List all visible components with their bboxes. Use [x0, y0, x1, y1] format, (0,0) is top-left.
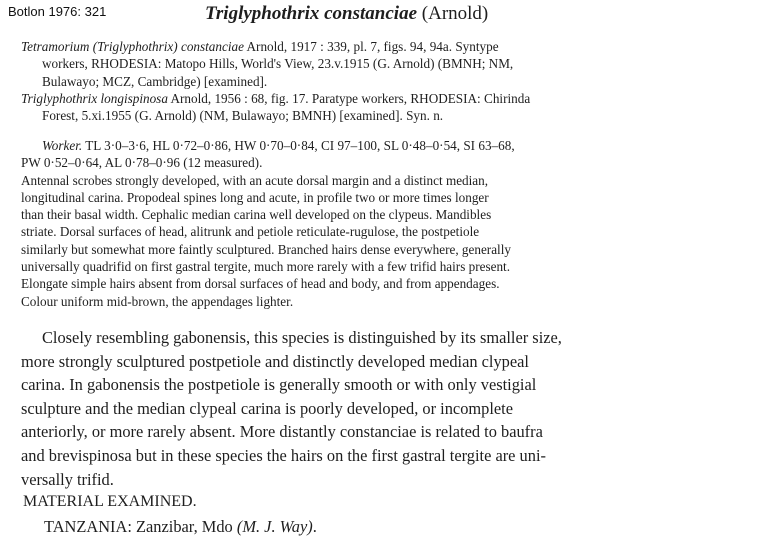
worker-text: TL 3·0–3·6, HL 0·72–0·86, HW 0·70–0·84, CI 97–100, SL 0·48–0·54, SI 63–68,: [82, 138, 515, 153]
synonym-name: Triglyphothrix longispinosa: [21, 91, 168, 106]
material-country: TANZANIA: [44, 517, 128, 536]
synonym-text: workers, RHODESIA: Matopo Hills, World's View, 23.v.1915 (G. Arnold) (BMNH; NM,: [42, 56, 514, 72]
synonym-text: Bulawayo; MCZ, Cambridge) [examined].: [42, 73, 268, 89]
worker-label: Worker.: [42, 138, 83, 153]
worker-text: Antennal scrobes strongly developed, with an acute dorsal margin and a distinct median,: [21, 172, 489, 188]
discussion-line: anteriorly, or more rarely absent. More distantly constanciae is related to baufra: [21, 422, 543, 442]
synonym-text: Arnold, 1956 : 68, fig. 17. Paratype workers, RHODESIA: Chirinda: [167, 91, 531, 106]
discussion-line: sculpture and the median clypeal carina is poorly developed, or incomplete: [21, 398, 513, 418]
worker-text: Elongate simple hairs absent from dorsal surfaces of head and body, and from appendages.: [21, 276, 500, 292]
discussion-line: versally trifid.: [21, 469, 114, 489]
synonym-name: Tetramorium (Triglyphothrix) constanciae: [21, 39, 244, 54]
worker-text: similarly but somewhat more faintly sculptured. Branched hairs dense everywhere, generally: [21, 241, 511, 257]
worker-text: universally quadrifid on first gastral tergite, much more rarely with a few trifid hairs present.: [21, 259, 511, 275]
discussion-line: carina. In gabonensis the postpetiole is generally smooth or with only vestigial: [21, 375, 537, 395]
worker-text: striate. Dorsal surfaces of head, alitrunk and petiole reticulate-rugulose, the postpetiole: [21, 224, 480, 240]
worker-description: [21, 137, 515, 310]
worker-text: longitudinal carina. Propodeal spines long and acute, in profile two or more times longer: [21, 189, 489, 205]
citation-reference: Botlon 1976: 321: [8, 4, 107, 19]
discussion-paragraph: [21, 326, 562, 491]
material-heading: MATERIAL EXAMINED.: [23, 493, 197, 510]
species-name: Triglyphothrix constanciae: [205, 3, 418, 24]
discussion-line: and brevispinosa but in these species the hairs on the first gastral tergite are uni-: [21, 445, 546, 465]
species-title: [205, 3, 488, 25]
material-end: .: [312, 517, 317, 536]
discussion-line: Closely resembling gabonensis, this species is distinguished by its smaller size,: [42, 328, 562, 347]
synonym-text: Arnold, 1917 : 339, pl. 7, figs. 94, 94a. Syntype: [243, 39, 499, 54]
worker-text: than their basal width. Cephalic median carina well developed on the clypeus. Mandibles: [21, 207, 492, 223]
material-record: [44, 517, 317, 537]
synonym-text: Forest, 5.xi.1955 (G. Arnold) (NM, Bulawayo; BMNH) [examined]. Syn. n.: [42, 108, 444, 124]
worker-text: Colour uniform mid-brown, the appendages lighter.: [21, 293, 294, 309]
worker-text: PW 0·52–0·64, AL 0·78–0·96 (12 measured).: [21, 155, 263, 171]
material-collector: (M. J. Way): [236, 517, 313, 536]
discussion-line: more strongly sculptured postpetiole and distinctly developed median clypeal: [21, 351, 529, 371]
material-locality: : Zanzibar, Mdo: [127, 517, 237, 536]
synonym-entry-2: [21, 90, 530, 125]
synonym-entry-1: [21, 38, 513, 90]
species-author: (Arnold): [421, 3, 489, 24]
